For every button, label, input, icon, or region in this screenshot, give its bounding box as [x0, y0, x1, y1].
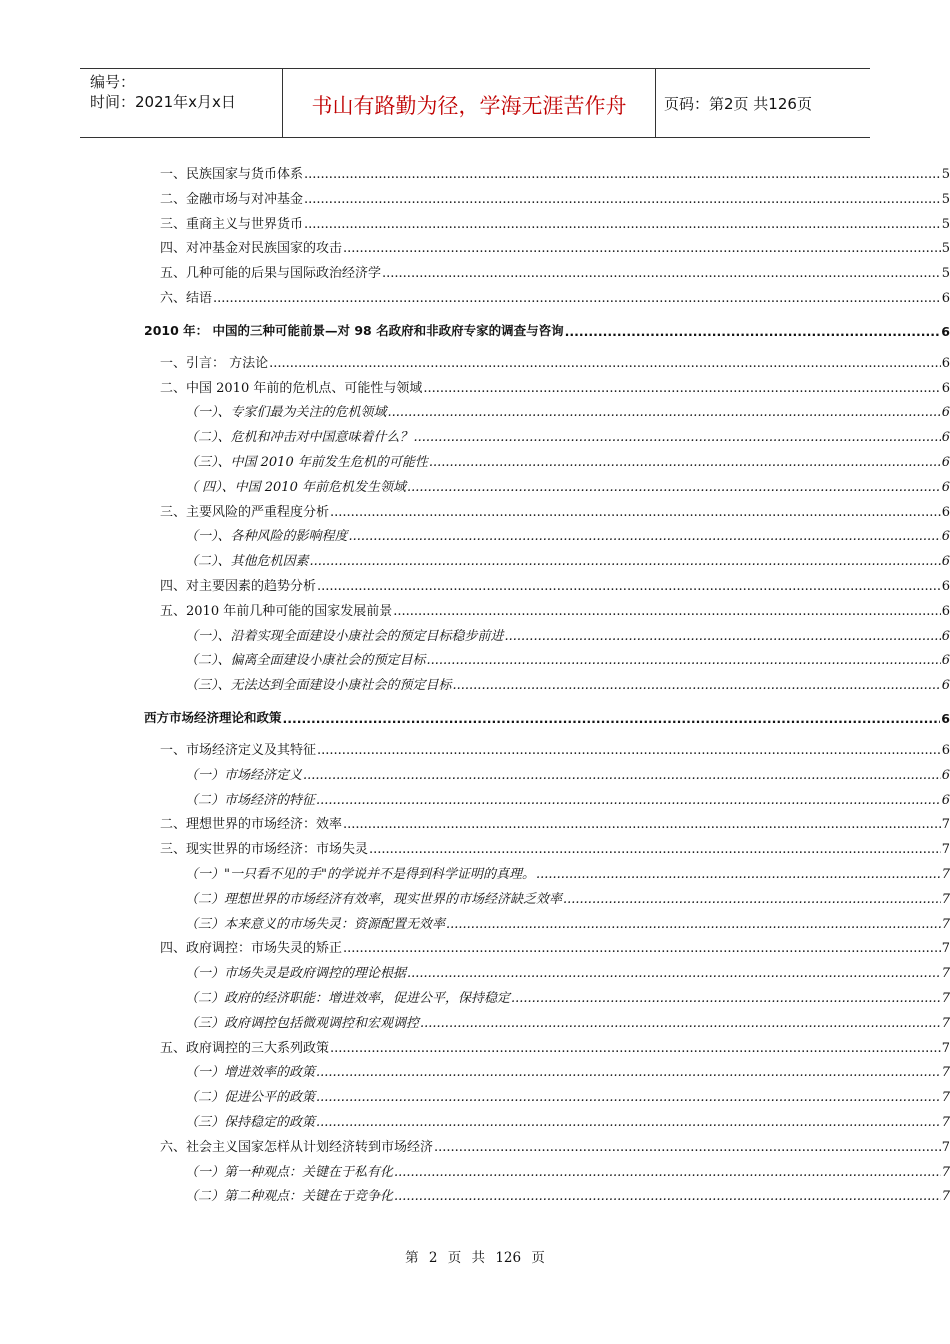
toc-entry-title: 二、金融市场与对冲基金 — [160, 191, 304, 207]
toc-entry-page: 7 — [941, 891, 950, 907]
toc-entry[interactable] — [0, 784, 950, 808]
toc-entry-page: 6 — [941, 579, 950, 594]
toc-entry-page: 6 — [941, 355, 950, 371]
doc-date: 时间：2021年x月x日 — [90, 93, 236, 111]
header-motto: 书山有路勤为径，学海无涯苦作舟 — [311, 94, 627, 118]
toc-entry-page: 7 — [941, 1189, 950, 1205]
toc-leader-dots — [423, 381, 940, 396]
toc-entry-title: （三）本来意义的市场失灵：资源配置无效率 — [185, 916, 446, 932]
toc-entry-title: （二）促进公平的政策 — [185, 1090, 316, 1106]
toc-leader-dots — [330, 505, 941, 520]
toc-entry-title: 四、对冲基金对民族国家的攻击 — [160, 241, 343, 257]
toc-entry-page: 6 — [941, 628, 950, 644]
toc-entry-page: 7 — [941, 1164, 950, 1180]
toc-entry-page: 6 — [941, 743, 950, 758]
toc-entry-title: （一）第一种观点：关键在于私有化 — [185, 1164, 394, 1180]
toc-entry-page: 7 — [941, 1065, 950, 1081]
toc-leader-dots — [414, 430, 941, 445]
toc-leader-dots — [563, 892, 941, 907]
toc-entry-page: 7 — [941, 817, 950, 833]
toc-entry[interactable] — [0, 257, 950, 281]
page-footer: 第 2 页 共 126 页 — [405, 1250, 545, 1266]
toc-entry-title: 四、对主要因素的趋势分析 — [160, 579, 317, 594]
toc-entry[interactable] — [0, 1081, 950, 1105]
toc-leader-dots — [393, 604, 941, 619]
toc-leader-dots — [407, 966, 941, 981]
toc-entry-title: （ 四）、中国 2010 年前危机发生领域 — [185, 479, 406, 495]
toc-leader-dots — [283, 711, 941, 726]
toc-entry[interactable] — [0, 282, 950, 306]
toc-entry-title: 二、理想世界的市场经济：效率 — [160, 817, 343, 833]
toc-entry-page: 6 — [941, 405, 950, 421]
toc-entry[interactable] — [0, 545, 950, 569]
toc-leader-dots — [310, 554, 941, 569]
toc-entry-page: 6 — [941, 430, 950, 446]
toc-entry-page: 6 — [941, 529, 950, 545]
toc-leader-dots — [317, 579, 941, 594]
toc-entry[interactable] — [0, 315, 950, 339]
toc-entry-title: （二）、偏离全面建设小康社会的预定目标 — [185, 653, 426, 669]
toc-entry[interactable] — [0, 372, 950, 396]
toc-entry[interactable] — [0, 471, 950, 495]
toc-entry-title: 六、社会主义国家怎样从计划经济转到市场经济 — [160, 1139, 434, 1155]
toc-leader-dots — [304, 167, 941, 182]
toc-entry[interactable] — [0, 421, 950, 445]
toc-entry-page: 6 — [941, 455, 950, 470]
toc-leader-dots — [349, 529, 941, 544]
toc-entry[interactable] — [0, 595, 950, 619]
doc-number-label: 编号： — [90, 73, 136, 91]
toc-entry-title: （一）、专家们最为关注的危机领域 — [185, 405, 387, 421]
toc-leader-dots — [536, 867, 941, 882]
toc-entry[interactable] — [0, 1056, 950, 1080]
toc-leader-dots — [394, 1165, 941, 1180]
toc-entry-title: 二、中国 2010 年前的危机点、可能性与领域 — [160, 380, 423, 396]
toc-leader-dots — [453, 678, 941, 693]
toc-entry-page: 7 — [941, 1015, 950, 1031]
toc-entry-page: 6 — [941, 603, 950, 619]
toc-leader-dots — [303, 768, 941, 783]
toc-entry-page: 5 — [941, 191, 950, 207]
toc-entry[interactable] — [0, 232, 950, 256]
toc-entry-title: （一）"一只看不见的手"的学说并不是得到科学证明的真理。 — [185, 867, 535, 882]
header-motto-cell — [282, 69, 656, 137]
toc-entry-page: 6 — [941, 792, 950, 808]
toc-entry[interactable] — [0, 1180, 950, 1204]
toc-entry[interactable] — [0, 808, 950, 832]
toc-leader-dots — [369, 842, 941, 857]
toc-entry-title: （二）市场经济的特征 — [185, 792, 316, 808]
toc-entry-title: 五、2010 年前几种可能的国家发展前景 — [160, 603, 393, 619]
toc-leader-dots — [420, 1016, 941, 1031]
toc-leader-dots — [343, 941, 941, 956]
toc-leader-dots — [505, 629, 941, 644]
toc-entry-page: 6 — [941, 653, 950, 669]
toc-entry[interactable] — [0, 734, 950, 758]
toc-entry-title: 西方市场经济理论和政策 — [144, 710, 282, 725]
toc-entry-page: 6 — [941, 479, 950, 495]
toc-entry-page: 7 — [941, 1139, 950, 1155]
toc-entry[interactable] — [0, 1156, 950, 1180]
toc-entry[interactable] — [0, 183, 950, 207]
toc-entry-page: 5 — [941, 266, 950, 282]
toc-entry-title: 三、主要风险的严重程度分析 — [160, 504, 330, 520]
toc-entry-title: 六、结语 — [160, 291, 213, 306]
toc-entry[interactable] — [0, 883, 950, 907]
toc-leader-dots — [316, 1090, 941, 1105]
toc-leader-dots — [343, 241, 941, 256]
toc-entry-page: 7 — [941, 1040, 950, 1056]
toc-entry[interactable] — [0, 1131, 950, 1155]
toc-entry-title: （三）、无法达到全面建设小康社会的预定目标 — [185, 678, 452, 694]
toc-entry-title: 2010 年： 中国的三种可能前景—对 98 名政府和非政府专家的调查与咨询 — [144, 322, 564, 338]
toc-entry-title: 一、引言： 方法论 — [160, 355, 269, 371]
toc-entry[interactable] — [0, 858, 950, 882]
toc-leader-dots — [511, 991, 941, 1006]
toc-leader-dots — [316, 1115, 941, 1130]
toc-entry-page: 7 — [941, 941, 950, 957]
toc-leader-dots — [316, 793, 941, 808]
toc-entry-page: 6 — [941, 678, 950, 694]
toc-leader-dots — [388, 405, 941, 420]
toc-entry[interactable] — [0, 957, 950, 981]
toc-leader-dots — [304, 217, 941, 232]
toc-leader-dots — [382, 266, 941, 281]
toc-entry-page: 7 — [941, 1090, 950, 1106]
toc-entry[interactable] — [0, 347, 950, 371]
toc-entry-title: （三）政府调控包括微观调控和宏观调控 — [185, 1015, 420, 1031]
toc-entry[interactable] — [0, 446, 950, 470]
toc-entry-title: （二）政府的经济职能：增进效率，促进公平，保持稳定 — [185, 991, 511, 1006]
toc-entry-page: 5 — [941, 241, 950, 257]
toc-entry[interactable] — [0, 669, 950, 693]
toc-entry[interactable] — [0, 396, 950, 420]
toc-entry-title: 三、重商主义与世界货币 — [160, 216, 304, 232]
toc-entry-page: 7 — [941, 966, 950, 982]
toc-leader-dots — [407, 480, 941, 495]
toc-entry[interactable] — [0, 982, 950, 1006]
toc-entry[interactable] — [0, 932, 950, 956]
toc-entry-title: （一）市场失灵是政府调控的理论根据 — [185, 966, 407, 982]
toc-entry-title: （一）市场经济定义 — [185, 767, 303, 783]
toc-entry-page: 7 — [941, 991, 950, 1006]
toc-entry[interactable] — [0, 520, 950, 544]
toc-leader-dots — [316, 1065, 941, 1080]
toc-entry-page: 6 — [941, 323, 950, 339]
toc-entry-title: （三）保持稳定的政策 — [185, 1115, 316, 1130]
toc-leader-dots — [434, 1140, 941, 1155]
toc-entry-page: 6 — [941, 380, 950, 396]
toc-entry[interactable] — [0, 908, 950, 932]
toc-entry-title: （二）、危机和冲击对中国意味着什么？ — [185, 430, 413, 446]
toc-entry-page: 5 — [941, 216, 950, 232]
header-meta — [80, 69, 282, 137]
toc-entry-title: （二）、其他危机因素 — [185, 554, 309, 570]
toc-entry-page: 6 — [941, 767, 950, 783]
toc-entry[interactable] — [0, 833, 950, 857]
toc-leader-dots — [565, 324, 941, 339]
toc-entry[interactable] — [0, 208, 950, 232]
toc-entry-page: 5 — [941, 167, 950, 182]
toc-entry[interactable] — [0, 1032, 950, 1056]
toc-entry[interactable] — [0, 570, 950, 594]
toc-leader-dots — [394, 1189, 941, 1204]
toc-leader-dots — [317, 743, 941, 758]
toc-entry[interactable] — [0, 644, 950, 668]
toc-entry-title: 五、政府调控的三大系列政策 — [160, 1040, 330, 1056]
toc-entry-page: 6 — [941, 504, 950, 520]
toc-entry-title: 四、政府调控：市场失灵的矫正 — [160, 941, 343, 957]
header-page-code: 页码：第2页 共126页 — [664, 94, 812, 113]
toc-entry-title: 三、现实世界的市场经济：市场失灵 — [160, 842, 369, 858]
toc-entry[interactable] — [0, 620, 950, 644]
toc-entry[interactable] — [0, 158, 950, 182]
toc-entry-title: （一）、沿着实现全面建设小康社会的预定目标稳步前进 — [185, 628, 504, 644]
toc-entry-title: （三）、中国 2010 年前发生危机的可能性 — [185, 455, 428, 470]
toc-entry-title: （一）增进效率的政策 — [185, 1065, 316, 1081]
toc-entry-page: 6 — [941, 291, 950, 306]
toc-entry-title: 五、几种可能的后果与国际政治经济学 — [160, 266, 382, 282]
toc-entry-page: 6 — [941, 554, 950, 570]
toc-leader-dots — [304, 192, 941, 207]
toc-entry-title: （二）第二种观点：关键在于竞争化 — [185, 1189, 394, 1205]
toc-entry[interactable] — [0, 759, 950, 783]
toc-entry-page: 7 — [941, 842, 950, 858]
toc-entry[interactable] — [0, 1106, 950, 1130]
toc-entry-title: 一、民族国家与货币体系 — [160, 167, 304, 182]
toc-entry-page: 6 — [941, 711, 950, 726]
toc-entry[interactable] — [0, 702, 950, 726]
toc-leader-dots — [429, 455, 941, 470]
toc-entry-title: （二）理想世界的市场经济有效率，现实世界的市场经济缺乏效率 — [185, 891, 563, 907]
toc-entry-title: 一、市场经济定义及其特征 — [160, 743, 317, 758]
toc-leader-dots — [213, 291, 941, 306]
toc-leader-dots — [343, 817, 941, 832]
toc-entry-page: 7 — [941, 867, 950, 882]
toc-leader-dots — [330, 1041, 941, 1056]
toc-entry-page: 7 — [941, 1115, 950, 1130]
toc-leader-dots — [269, 356, 941, 371]
toc-entry-page: 7 — [941, 916, 950, 932]
toc-entry[interactable] — [0, 496, 950, 520]
toc-leader-dots — [427, 653, 941, 668]
toc-entry[interactable] — [0, 1007, 950, 1031]
toc-leader-dots — [446, 917, 941, 932]
page-header — [80, 68, 870, 138]
toc-entry-title: （一）、各种风险的影响程度 — [185, 529, 348, 545]
